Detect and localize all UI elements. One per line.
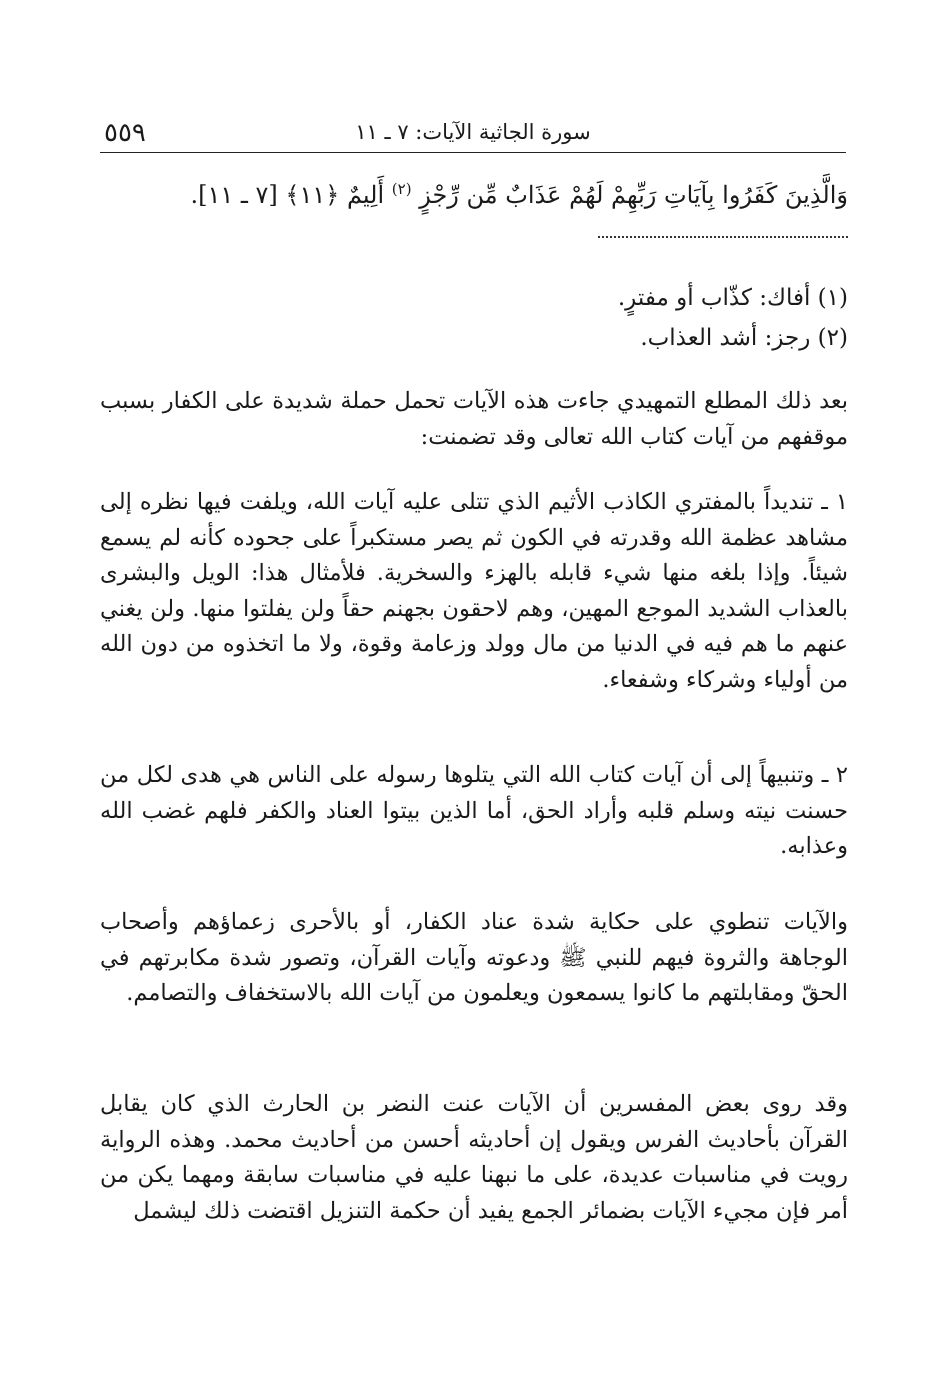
paragraph-point-2: ٢ ـ وتنبيهاً إلى أن آيات كتاب الله التي يتلوها رسوله على الناس هي هدى لكل من حسنت نيته وسلم قلبه وأراد الحق، أما الذين بيتوا العناد والكفر فلهم غضب الله وعذابه. — [100, 762, 848, 859]
footnote-separator — [598, 236, 848, 238]
verse-text: وَالَّذِينَ كَفَرُوا بِآيَاتِ رَبِّهِمْ لَهُمْ عَذَابٌ مِّن رِّجْزٍ — [419, 181, 848, 209]
page-header — [100, 112, 846, 153]
paragraph-narration: وقد روى بعض المفسرين أن الآيات عنت النضر بن الحارث الذي كان يقابل القرآن بأحاديث الفرس ويقول إن أحاديثه أحسن من أحاديث محمد. وهذه الرواية رويت في مناسبات عديدة، على ما نبهنا عليه في مناسبات سابقة ومهما يكن من أمر فإن مجيء الآيات بضمائر الجمع يفيد أن حكمة التنزيل اقتضت ذلك ليشمل — [100, 1091, 848, 1224]
footnotes — [618, 278, 848, 358]
footnote-2: (٢) رجز: أشد العذاب. — [640, 325, 848, 351]
paragraph-intro: بعد ذلك المطلع التمهيدي جاءت هذه الآيات تحمل حملة شديدة على الكفار بسبب موقفهم من آيات كتاب الله تعالى وقد تضمنت: — [100, 388, 848, 450]
page-number: ٥٥٩ — [104, 118, 146, 148]
footnote-1: (١) أفاك: كذّاب أو مفترٍ. — [617, 285, 848, 311]
verse-ending: أَلِيمٌ ﴿١١﴾ [٧ ـ ١١]. — [190, 181, 385, 209]
running-title: سورة الجاثية الآيات: ٧ ـ ١١ — [355, 120, 591, 144]
footnote-marker: (٢) — [391, 180, 412, 198]
paragraph-point-1: ١ ـ تنديداً بالمفتري الكاذب الأثيم الذي تتلى عليه آيات الله، ويلفت فيها نظره إلى مشاهد عظمة الله وقدرته في الكون ثم يصر مستكبراً على جحوده كأنه لم يسمع شيئاً. وإذا بلغه منها شيء قابله بالهزء والسخرية. فلأمثال هذا: الويل والبشرى بالعذاب الشديد الموجع المهين، وهم لاحقون بجهنم حقاً ولن يفلتوا منها. ولن يغني عنهم ما هم فيه في الدنيا من مال وولد وزعامة وقوة، ولا ما اتخذوه من دون الله من أولياء وشركاء وشفعاء. — [100, 489, 848, 693]
paragraph-commentary: والآيات تنطوي على حكاية شدة عناد الكفار، أو بالأحرى زعماؤهم وأصحاب الوجاهة والثروة فيهم للنبي ﷺ ودعوته وآيات القرآن، وتصور شدة مكابرتهم في الحقّ ومقابلتهم ما كانوا يسمعون ويعلمون من آيات الله بالاستخفاف والتصامم. — [100, 909, 848, 1006]
quran-verse — [190, 168, 848, 216]
